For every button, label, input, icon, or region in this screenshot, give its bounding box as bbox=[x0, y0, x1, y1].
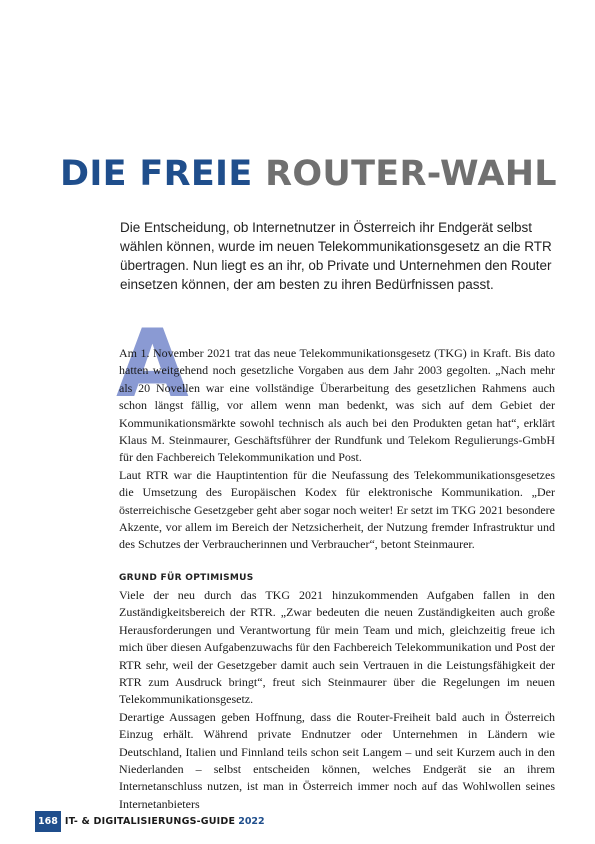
title-part-blue: DIE FREIE bbox=[60, 154, 253, 194]
publication-name: IT- & DIGITALISIERUNGS-GUIDE bbox=[64, 816, 236, 827]
title-part-gray: ROUTER-WAHL bbox=[265, 154, 557, 194]
section-heading: GRUND FÜR OPTIMISMUS bbox=[119, 572, 254, 583]
page-title bbox=[60, 154, 557, 194]
intro-lead: Die Entscheidung, ob Internetnutzer in Österreich ihr Endgerät selbst wählen können, wurde im neuen Telekommunikationsgesetz an die RTR übertragen. Nun liegt es an ihr, ob Private und Unternehmen den Router einsetzen können, der am besten zu ihren Bedürfnissen passt. bbox=[120, 220, 552, 292]
drop-cap: A bbox=[116, 310, 189, 419]
page-number: 168 bbox=[35, 811, 61, 832]
article-body bbox=[119, 345, 555, 813]
publication-year: 2022 bbox=[238, 816, 265, 827]
body-paragraph: Laut RTR war die Hauptintention für die Neufassung des Telekommunikationsgesetzes die Umsetzung des Europäischen Kodex für elektronische Kommunikation. „Der österreichische Gesetzgeber geht aber sogar noch weiter! Er setzt im TKG 2021 besondere Akzente, vor allem im Bereich der Netzsicherheit, der Nutzung fremder Infrastruktur und des Schutzes der Verbraucherinnen und Verbraucher“, betont Steinmaurer. bbox=[119, 467, 555, 552]
page-footer bbox=[35, 811, 265, 832]
body-paragraph: Am 1. November 2021 trat das neue Telekommunikationsgesetz (TKG) in Kraft. Bis dato hatten weitgehend noch gesetzliche Vorgaben aus dem Jahr 2003 gegolten. „Nach mehr als 20 Novellen war eine vollständige Überarbeitung des gesetzlichen Rahmens auch schon längst fällig, vor allem wenn man bedenkt, was sich auf dem Gebiet der Kommunikationsmärkte sowohl technisch als auch bei den Produkten getan hat“, erklärt Klaus M. Steinmaurer, Geschäftsführer der Rundfunk und Telekom Regulierungs-GmbH für den Fachbereich Telekommunikation und Post. bbox=[119, 346, 555, 465]
body-paragraph: Viele der neu durch das TKG 2021 hinzukommenden Aufgaben fallen in den Zuständigkeitsbereich der RTR. „Zwar bedeuten die neuen Zuständigkeiten auch große Herausforderungen und Verantwortung für mein Team und mich, gleichzeitig freue ich mich über diesen Aufgabenzuwachs für den Fachbereich Telekommunikation und Post der RTR sehr, weil der Gesetzgeber damit auch sein Vertrauen in die Leistungsfähigkeit der RTR zum Ausdruck bringt“, freut sich Steinmaurer über die Regelungen im neuen Telekommunikationsgesetz. bbox=[119, 587, 555, 707]
body-paragraph: Derartige Aussagen geben Hoffnung, dass die Router-Freiheit bald auch in Österreich Einzug erhält. Während private Endnutzer oder Unternehmen in Ländern wie Deutschland, Italien und Finnland teils schon seit Langem – und seit Kurzem auch in den Niederlanden – selbst entscheiden können, welches Endgerät sie an ihrem Internetanschluss nutzen, ist man in Österreich immer noch auf das Wohlwollen seines Internetanbieters bbox=[119, 709, 555, 811]
